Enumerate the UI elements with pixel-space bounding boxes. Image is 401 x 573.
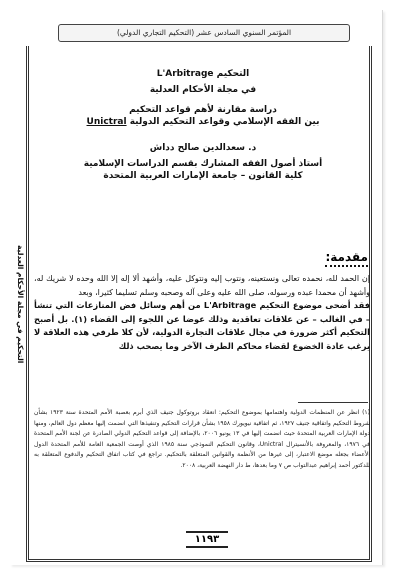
paper-subtitle: في مجلة الأحكام العدلية xyxy=(149,85,257,95)
page-number: ١١٩٣ xyxy=(186,531,228,548)
author-name: د. سعدالدين صالح دداش xyxy=(149,143,257,153)
unictral-keyword: Unictral xyxy=(86,117,127,127)
paper-title: التحكيم L'Arbitrage xyxy=(156,69,250,79)
side-running-title: التحكيم في مجلة الأحكام العدلية xyxy=(16,245,25,364)
paper-subtitle-2: دراسة مقارنة لأهم قواعد التحكيم xyxy=(129,105,277,115)
footnote-separator xyxy=(298,402,368,403)
title-block xyxy=(34,68,372,182)
subtitle-text: بين الفقه الإسلامي وقواعد التحكيم الدولية xyxy=(129,117,320,127)
intro-paragraph: إن الحمد لله، نحمده تعالى ونستعينه، ونتوب إليه ونتوكل عليه، وأشهد ألا إله إلا الله وحده لا شريك له، وأشهد أن محمدا عبده ورسوله، صلى الله عليه وعلى آله وصحبه وسلم تسليما كثيرا، وبعد xyxy=(34,274,370,297)
author-affiliation: كلية القانون – جامعة الإمارات العربية المتحدة xyxy=(103,171,303,181)
paper-page xyxy=(10,10,383,565)
paper-subtitle-3 xyxy=(34,116,372,128)
introduction-heading: مقدمة: xyxy=(325,250,368,267)
footnote: (١) انظر عن المنظمات الدولية واهتمامها بموضوع التحكيم: انعقاد بروتوكول جنيف الذي أبرم بعصبة الأمم المتحدة سنة ١٩٢٣ بشأن شروط التحكيم واتفاقية جنيف ١٩٢٧، ثم اتفاقية نيويورك ١٩٥٨ بشأن قرارات التحكيم وتنفيذها التي انضمت إليها معظم دول العالم، ومنها دولة الإمارات العربية المتحدة حيث انضمت إليها في ١٣ يونيو ٢٠٠٦، بالإضافة إلى قواعد التحكيم الدولي الصادرة عن لجنة الأمم المتحدة في ١٩٧٦، والمعروفة بالأنسيترال Unictral، وقانون التحكيم النموذجي سنة ١٩٨٥ الذي أوصت الجمعية العامة للأمم المتحدة الدول الأعضاء بجعله موضع الاعتبار، إلى غيرها من الأنظمة والقوانين المتعلقة بالتحكيم. تراجع في كتاب اتفاق التحكيم والدفوع المتعلقة به للدكتور أحمد إبراهيم عبدالتواب ص ٧ وما بعدها، ط دار النهضة العربية، ٢٠٠٨. xyxy=(34,409,370,469)
running-header: المؤتمر السنوي السادس عشر (التحكيم التجاري الدولي) xyxy=(58,24,350,42)
arbitration-paragraph: فقد أضحى موضوع التحكيم L'Arbitrage من أهم وسائل فض المنازعات التي تنشأ – في الغالب – عن علاقات تعاقدية وذلك عوضا عن اللجوء إلى القضاء (١). بل أصبح التحكيم أكثر ضرورة في مجال علاقات التجارة الدولية، لأن كلا طرفي هذه العلاقة لا يرغب عادة الخضوع لقضاء محاكم الطرف الآخر وما يصحب ذلك xyxy=(34,300,370,351)
body-text xyxy=(34,272,370,353)
author-position: أستاذ أصول الفقه المشارك بقسم الدراسات الإسلامية xyxy=(83,159,323,169)
